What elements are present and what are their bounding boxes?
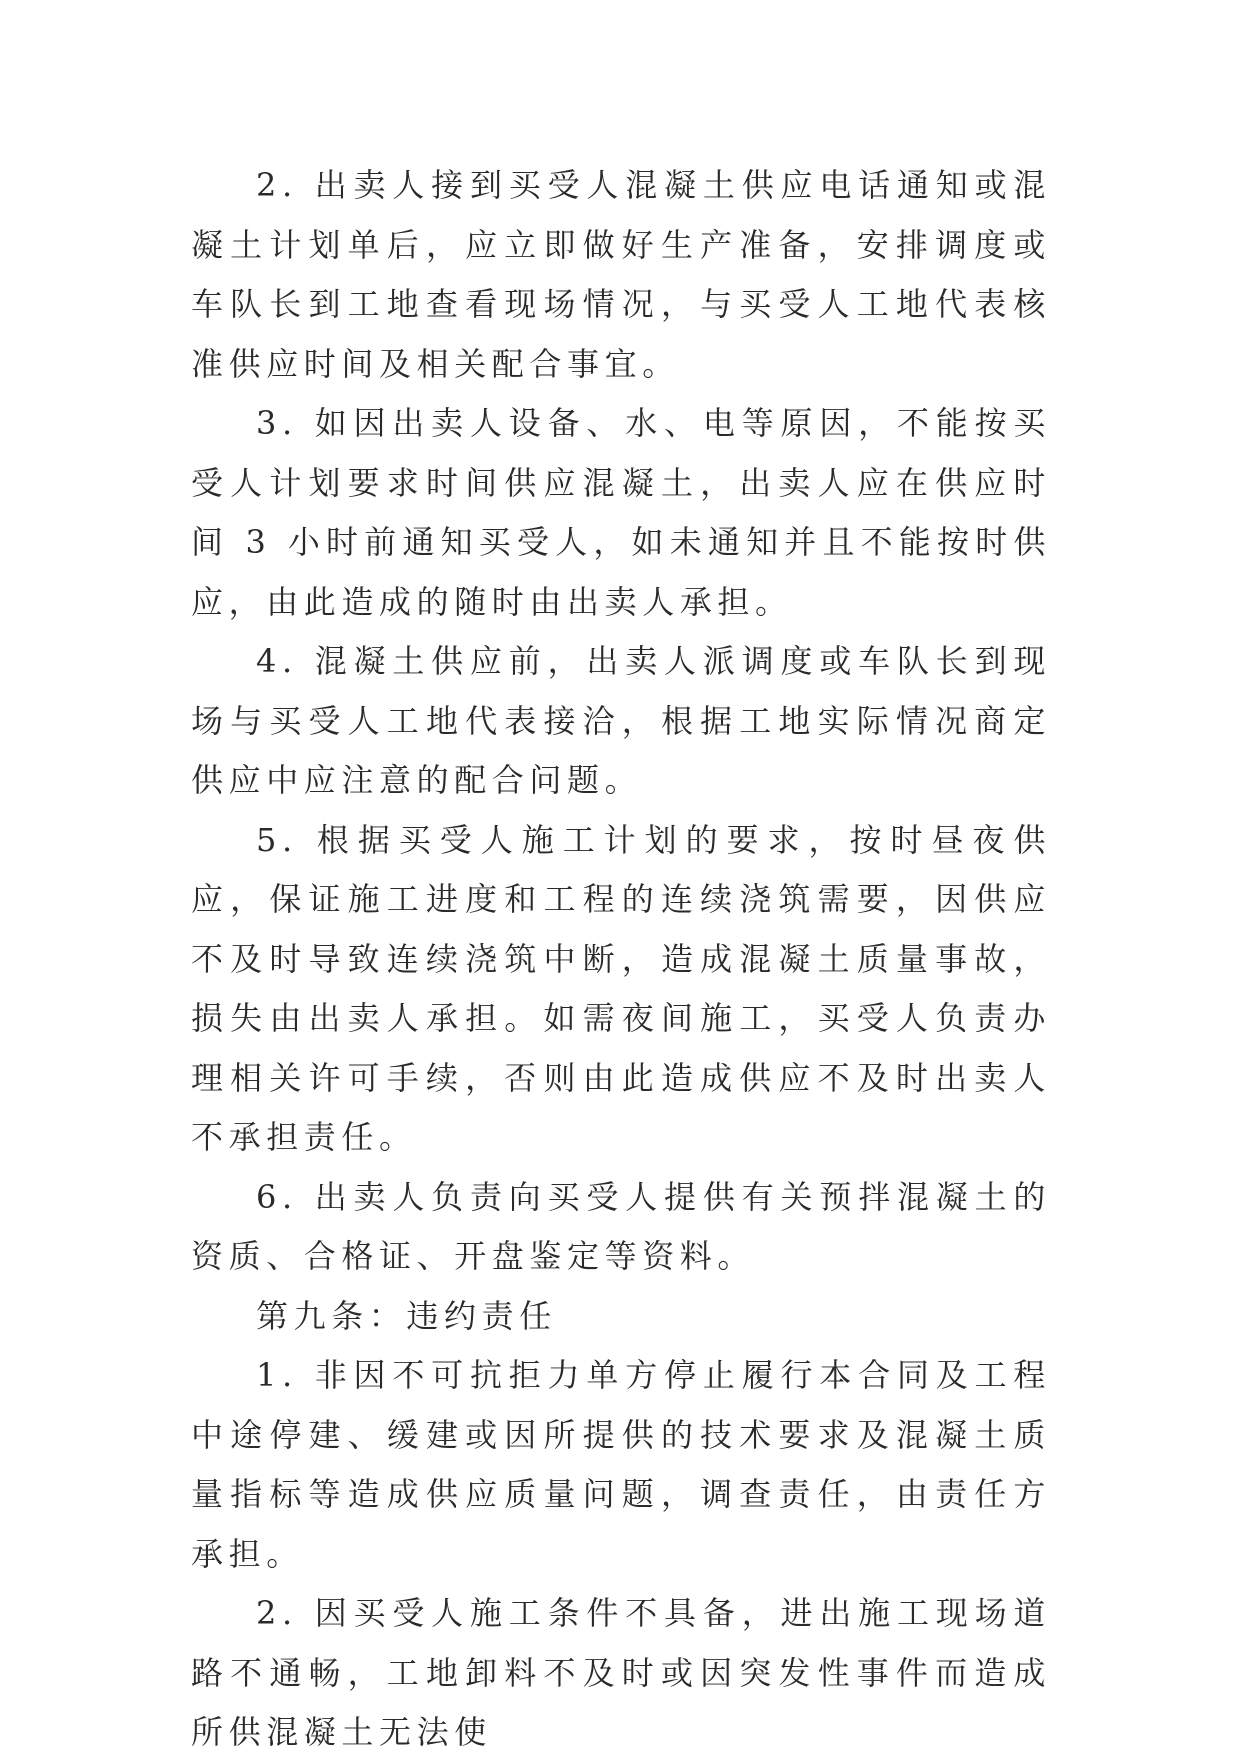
paragraph-item-3: 3. 如因出卖人设备、水、电等原因，不能按买受人计划要求时间供应混凝土，出卖人应在供应时间 3 小时前通知买受人，如未通知并且不能按时供应，由此造成的随时由出卖人承担。 (191, 404, 1051, 621)
document-body (191, 156, 1051, 1763)
paragraph-clause-2: 2. 因买受人施工条件不具备，进出施工现场道路不通畅，工地卸料不及时或因突发性事件而造成所供混凝土无法使 (191, 1594, 1051, 1751)
article-heading: 第九条：违约责任 (256, 1296, 557, 1335)
paragraph-item-2: 2. 出卖人接到买受人混凝土供应电话通知或混凝土计划单后，应立即做好生产准备，安排调度或车队长到工地查看现场情况，与买受人工地代表核准供应时间及相关配合事宜。 (191, 166, 1051, 383)
paragraph-item-5: 5. 根据买受人施工计划的要求，按时昼夜供应，保证施工进度和工程的连续浇筑需要，因供应不及时导致连续浇筑中断，造成混凝土质量事故，损失由出卖人承担。如需夜间施工，买受人负责办理相关许可手续，否则由此造成供应不及时出卖人不承担责任。 (191, 820, 1051, 1156)
paragraph-item-4: 4. 混凝土供应前，出卖人派调度或车队长到现场与买受人工地代表接洽，根据工地实际情况商定供应中应注意的配合问题。 (191, 642, 1051, 799)
paragraph-item-6: 6. 出卖人负责向买受人提供有关预拌混凝土的资质、合格证、开盘鉴定等资料。 (191, 1177, 1051, 1275)
paragraph-clause-1: 1. 非因不可抗拒力单方停止履行本合同及工程中途停建、缓建或因所提供的技术要求及混凝土质量指标等造成供应质量问题，调查责任，由责任方承担。 (191, 1356, 1051, 1573)
